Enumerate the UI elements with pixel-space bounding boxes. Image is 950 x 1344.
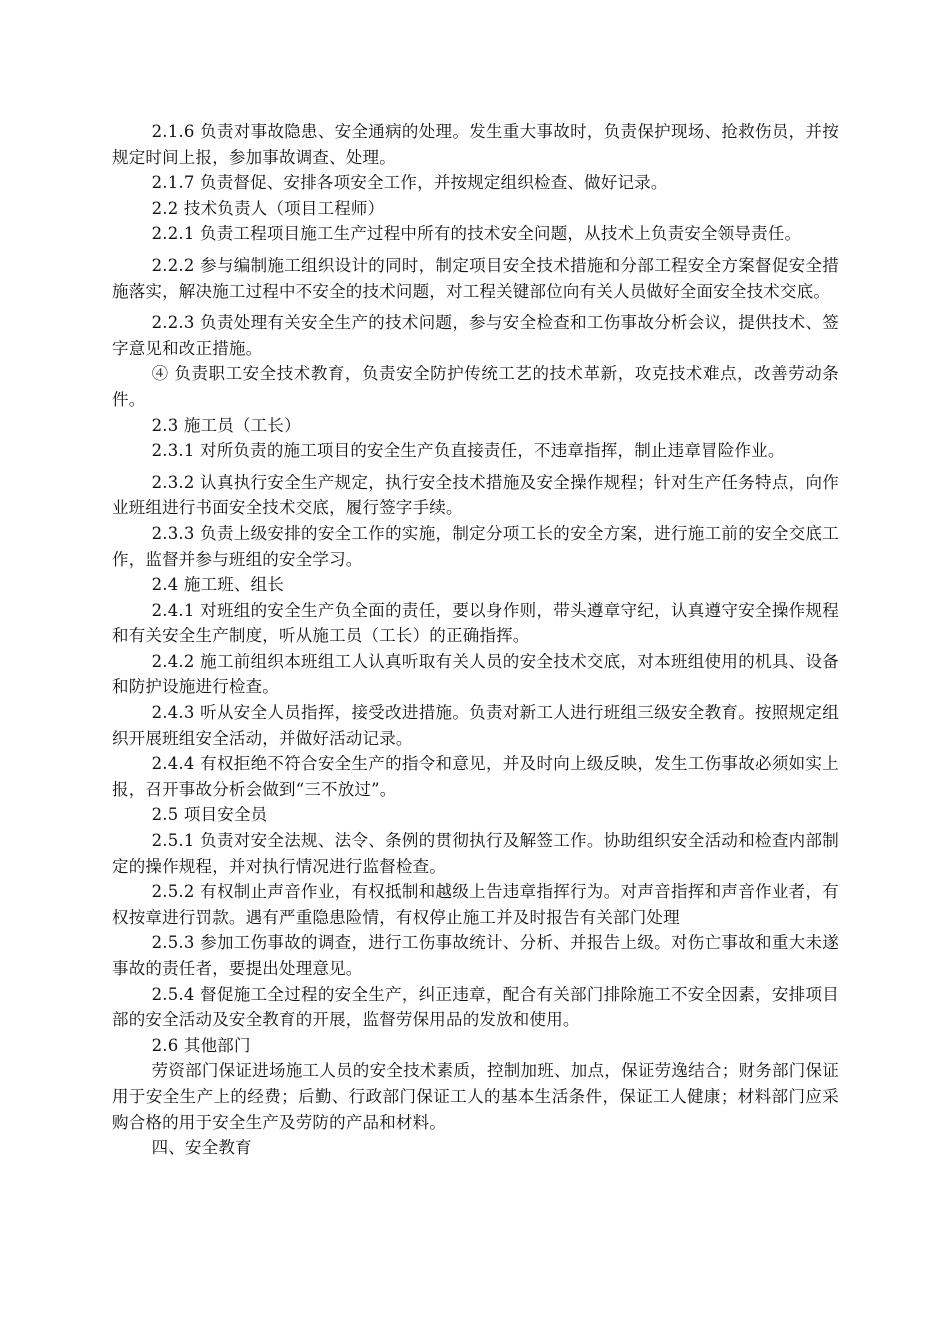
clause-other-departments: 劳资部门保证进场施工人员的安全技术素质，控制加班、加点，保证劳逸结合；财务部门保证用于安全生产上的经费；后勤、行政部门保证工人的基本生活条件，保证工人健康；材料部门应采购合格的用于安全生产及劳防的产品和材料。 bbox=[112, 1061, 839, 1132]
clause-2-2-2: 2.2.2 参与编制施工组织设计的同时，制定项目安全技术措施和分部工程安全方案督促安全措施落实，解决施工过程中不安全的技术问题，对工程关键部位向有关人员做好全面安全技术交底。 bbox=[112, 255, 839, 301]
clause-2-5-4: 2.5.4 督促施工全过程的安全生产，纠正违章，配合有关部门排除施工不安全因素，安排项目部的安全活动及安全教育的开展，监督劳保用品的发放和使用。 bbox=[112, 984, 839, 1030]
section-heading-2-4: 2.4 施工班、组长 bbox=[151, 575, 285, 595]
clause-2-4-3: 2.4.3 听从安全人员指挥，接受改进措施。负责对新工人进行班组三级安全教育。按照规定组织开展班组安全活动，并做好活动记录。 bbox=[112, 703, 839, 748]
section-heading-2-6: 2.6 其他部门 bbox=[151, 1035, 251, 1055]
clause-2-4-2: 2.4.2 施工前组织本班组工人认真听取有关人员的安全技术交底，对本班组使用的机具、设备和防护设施进行检查。 bbox=[112, 651, 839, 697]
section-heading-2-5: 2.5 项目安全员 bbox=[151, 805, 268, 825]
clause-2-1-6: 2.1.6 负责对事故隐患、安全通病的处理。发生重大事故时，负责保护现场、抢救伤员，并按规定时间上报，参加事故调查、处理。 bbox=[112, 122, 839, 167]
clause-2-4-4: 2.4.4 有权拒绝不符合安全生产的指令和意见，并及时向上级反映，发生工伤事故必须如实上报，召开事故分析会做到“三不放过”。 bbox=[112, 754, 839, 799]
clause-2-3-3: 2.3.3 负责上级安排的安全工作的实施，制定分项工长的安全方案，进行施工前的安全交底工作，监督并参与班组的安全学习。 bbox=[112, 523, 839, 569]
clause-2-3-2: 2.3.2 认真执行安全生产规定，执行安全技术措施及安全操作规程；针对生产任务特点，向作业班组进行书面安全技术交底，履行签字手续。 bbox=[112, 472, 839, 518]
clause-2-5-3: 2.5.3 参加工伤事故的调查，进行工伤事故统计、分析、并报告上级。对伤亡事故和重大未遂事故的责任者，要提出处理意见。 bbox=[112, 933, 839, 978]
document-page bbox=[112, 119, 839, 1161]
clause-2-5-2: 2.5.2 有权制止声音作业，有权抵制和越级上告违章指挥行为。对声音指挥和声音作业者，有权按章进行罚款。遇有严重隐患险情，有权停止施工并及时报告有关部门处理 bbox=[112, 882, 839, 927]
chapter-heading-safety-education: 四、安全教育 bbox=[151, 1138, 252, 1158]
clause-2-2-1: 2.2.1 负责工程项目施工生产过程中所有的技术安全问题，从技术上负责安全领导责任。 bbox=[151, 224, 802, 244]
clause-item-4: ④ 负责职工安全技术教育，负责安全防护传统工艺的技术革新，攻克技术难点，改善劳动条件。 bbox=[112, 364, 839, 409]
section-heading-2-3: 2.3 施工员（工长） bbox=[151, 415, 301, 435]
clause-2-3-1: 2.3.1 对所负责的施工项目的安全生产负直接责任，不违章指挥，制止违章冒险作业。 bbox=[151, 441, 785, 461]
section-heading-2-2: 2.2 技术负责人（项目工程师） bbox=[151, 198, 385, 218]
clause-2-2-3: 2.2.3 负责处理有关安全生产的技术问题，参与安全检查和工伤事故分析会议，提供技术、签字意见和改正措施。 bbox=[112, 313, 839, 358]
clause-2-5-1: 2.5.1 负责对安全法规、法令、条例的贯彻执行及解签工作。协助组织安全活动和检查内部制定的操作规程，并对执行情况进行监督检查。 bbox=[112, 831, 839, 876]
clause-2-1-7: 2.1.7 负责督促、安排各项安全工作，并按规定组织检查、做好记录。 bbox=[151, 173, 668, 193]
clause-2-4-1: 2.4.1 对班组的安全生产负全面的责任，要以身作则，带头遵章守纪，认真遵守安全操作规程和有关安全生产制度，听从施工员（工长）的正确指挥。 bbox=[112, 600, 839, 646]
